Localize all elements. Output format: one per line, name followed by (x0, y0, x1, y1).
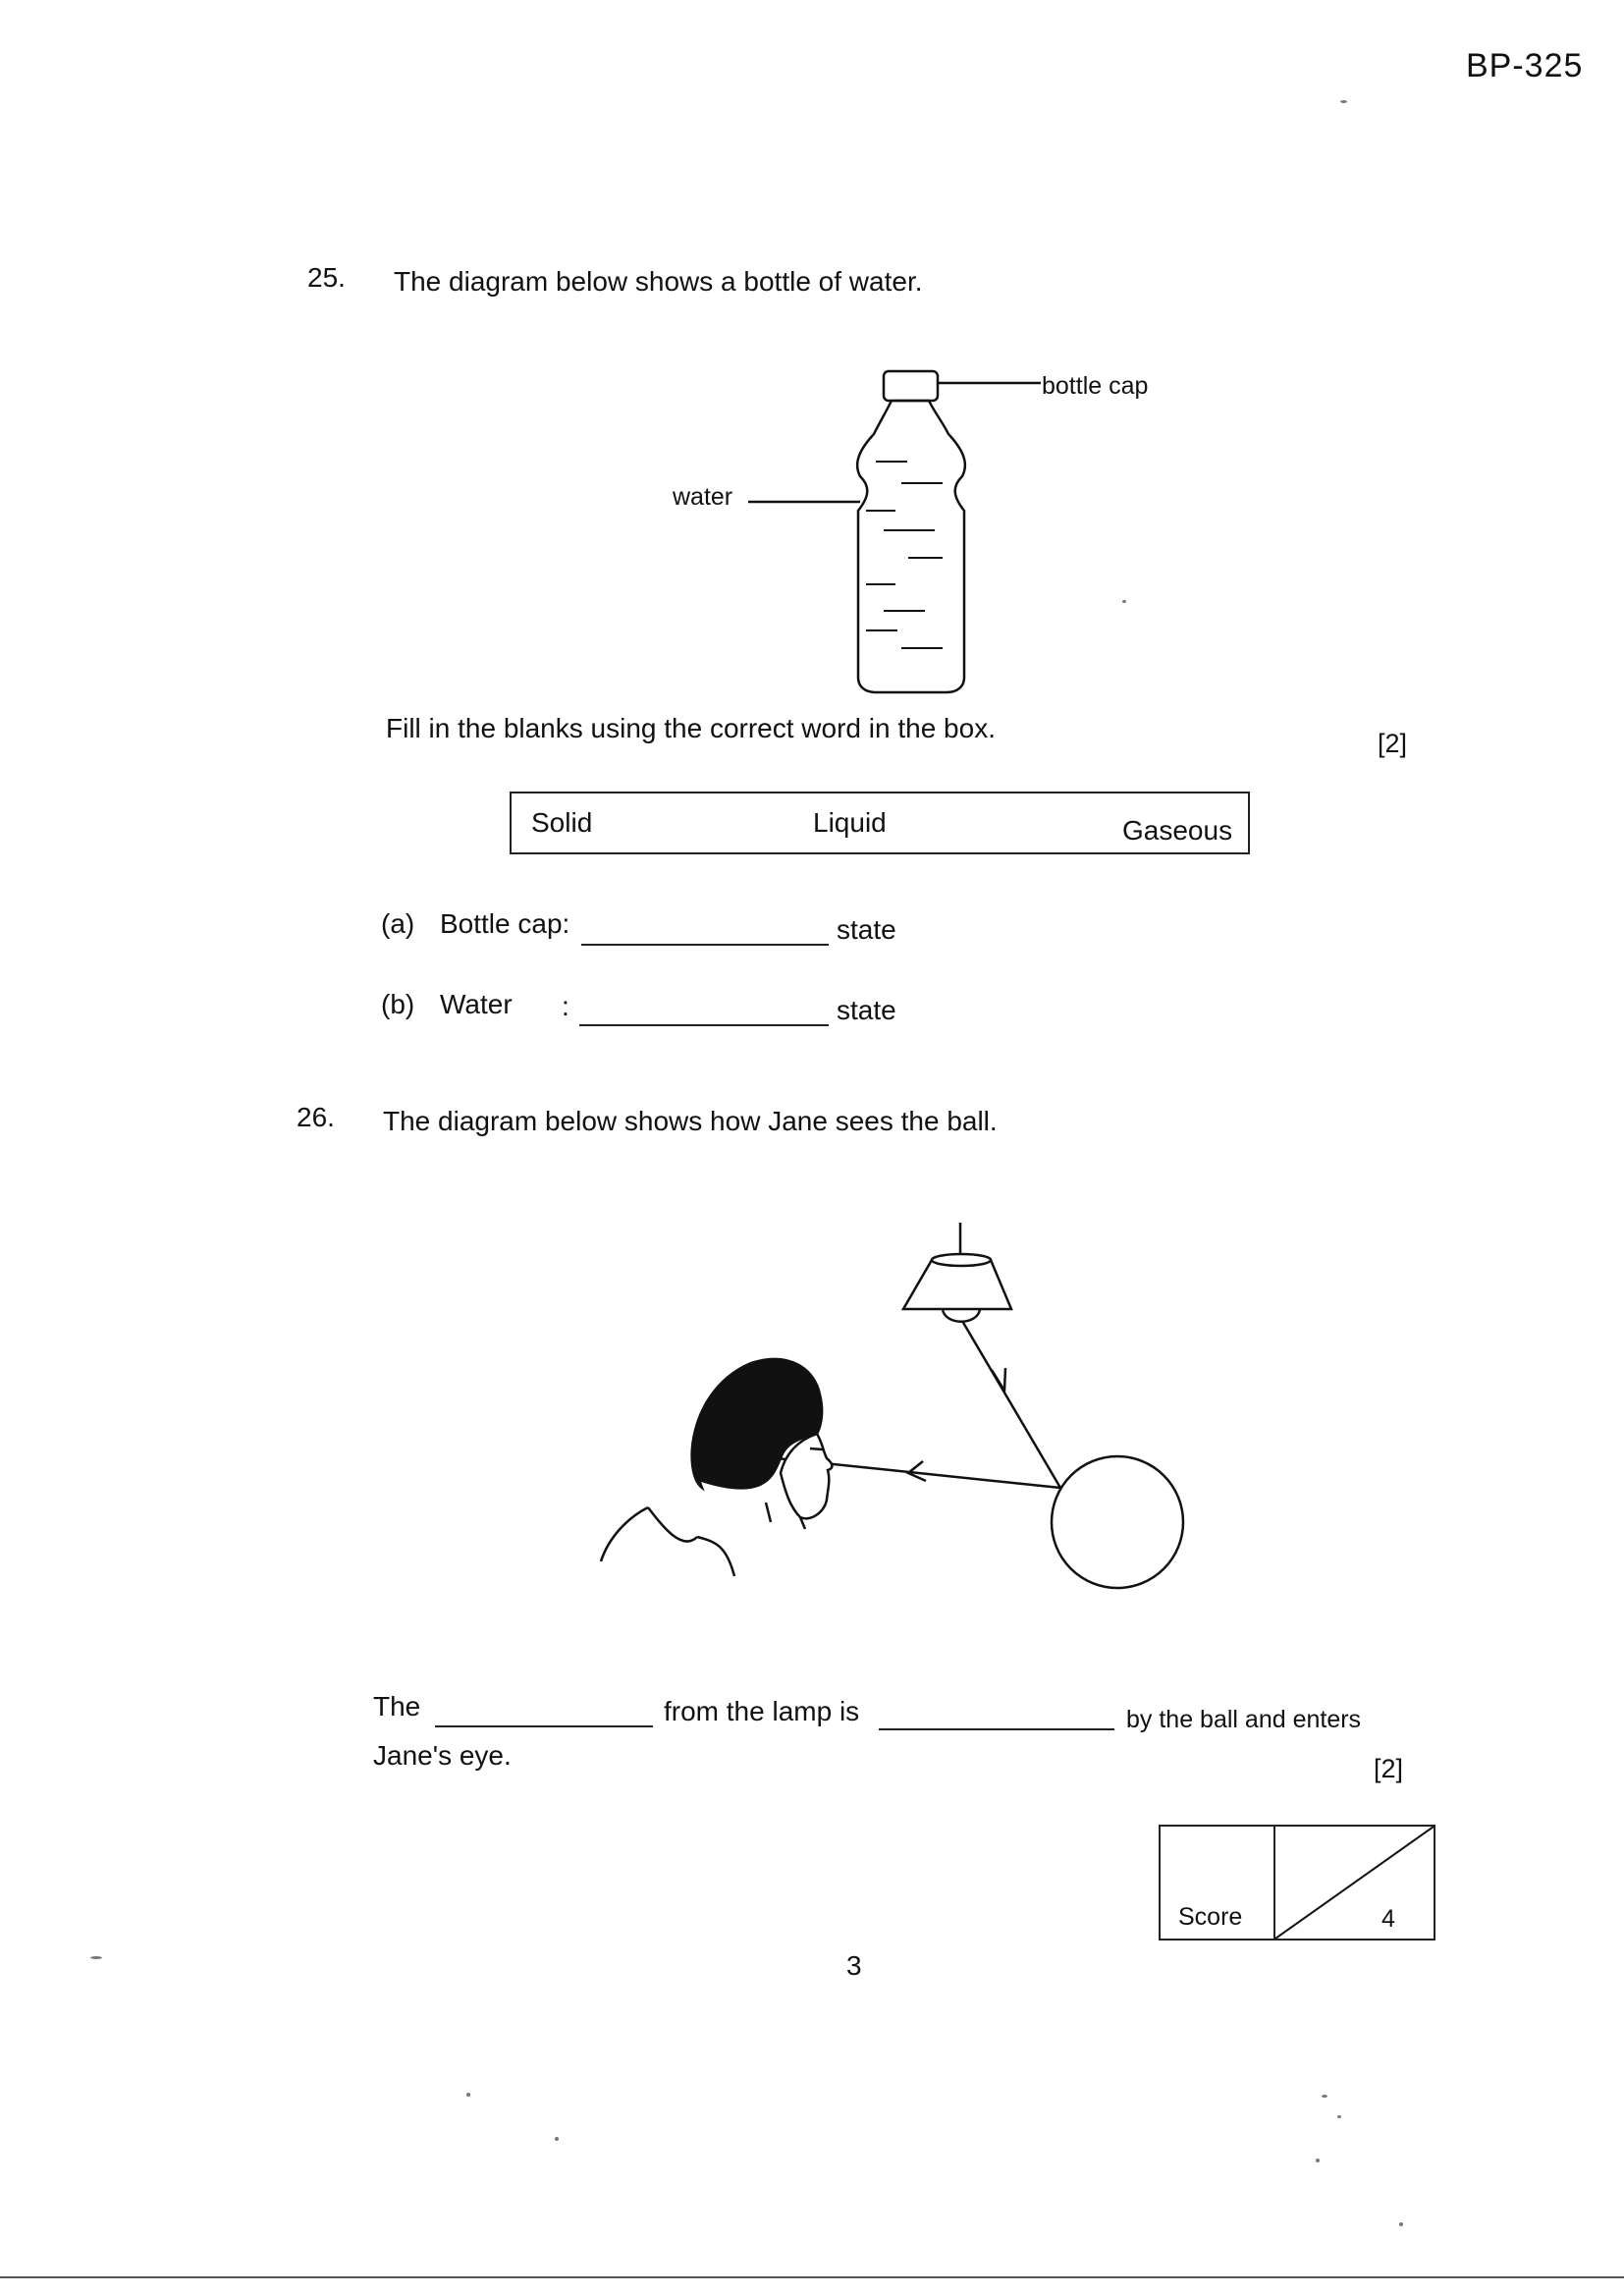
item-b-label: (b) (381, 989, 415, 1019)
water-label: water (673, 483, 733, 511)
page-bottom-rule (0, 2276, 1624, 2278)
bottle-cap-shape (884, 371, 938, 401)
question-26-prompt: The diagram below shows how Jane sees the ball. (383, 1106, 998, 1136)
item-a-label: (a) (381, 908, 415, 939)
q25-marks: [2] (1378, 729, 1408, 758)
q26-sentence-part1: The (373, 1691, 421, 1722)
question-26-number: 26. (297, 1102, 335, 1132)
bottle-cap-label: bottle cap (1042, 372, 1149, 400)
item-a-suffix: state (837, 914, 896, 945)
item-b-suffix: state (837, 995, 896, 1025)
question-25-prompt: The diagram below shows a bottle of water. (394, 266, 923, 297)
q26-blank-2[interactable] (879, 1728, 1114, 1730)
item-b-answer-blank[interactable] (579, 1024, 829, 1026)
score-box (1159, 1825, 1435, 1941)
score-total: 4 (1381, 1905, 1395, 1933)
jane-body (601, 1507, 734, 1576)
page-number: 3 (846, 1950, 862, 1981)
light-ray-lamp-to-ball (962, 1321, 1060, 1488)
word-box (510, 792, 1250, 854)
bottle-diagram (648, 354, 1198, 697)
word-option-gaseous: Gaseous (1122, 815, 1233, 846)
word-option-solid: Solid (531, 807, 593, 838)
light-reflection-diagram (589, 1223, 1198, 1615)
q25-instruction: Fill in the blanks using the correct word in the box. (386, 713, 996, 743)
item-b-text: Water (440, 989, 513, 1019)
item-b-colon: : (562, 991, 569, 1021)
lamp (903, 1223, 1011, 1322)
item-a-text: Bottle cap: (440, 908, 570, 939)
q26-sentence-line2: Jane's eye. (373, 1740, 512, 1771)
item-a-answer-blank[interactable] (581, 944, 829, 946)
ball (1052, 1456, 1183, 1588)
jane-figure (601, 1359, 832, 1576)
q26-marks: [2] (1374, 1754, 1404, 1783)
q26-blank-1[interactable] (435, 1725, 653, 1727)
score-label: Score (1178, 1903, 1243, 1931)
q26-sentence-part2: from the lamp is (664, 1696, 860, 1726)
q26-sentence-part3: by the ball and enters (1126, 1706, 1362, 1733)
question-25-number: 25. (307, 262, 346, 293)
score-slash (1275, 1827, 1434, 1939)
word-option-liquid: Liquid (813, 807, 887, 838)
document-code: BP-325 (1466, 47, 1584, 84)
